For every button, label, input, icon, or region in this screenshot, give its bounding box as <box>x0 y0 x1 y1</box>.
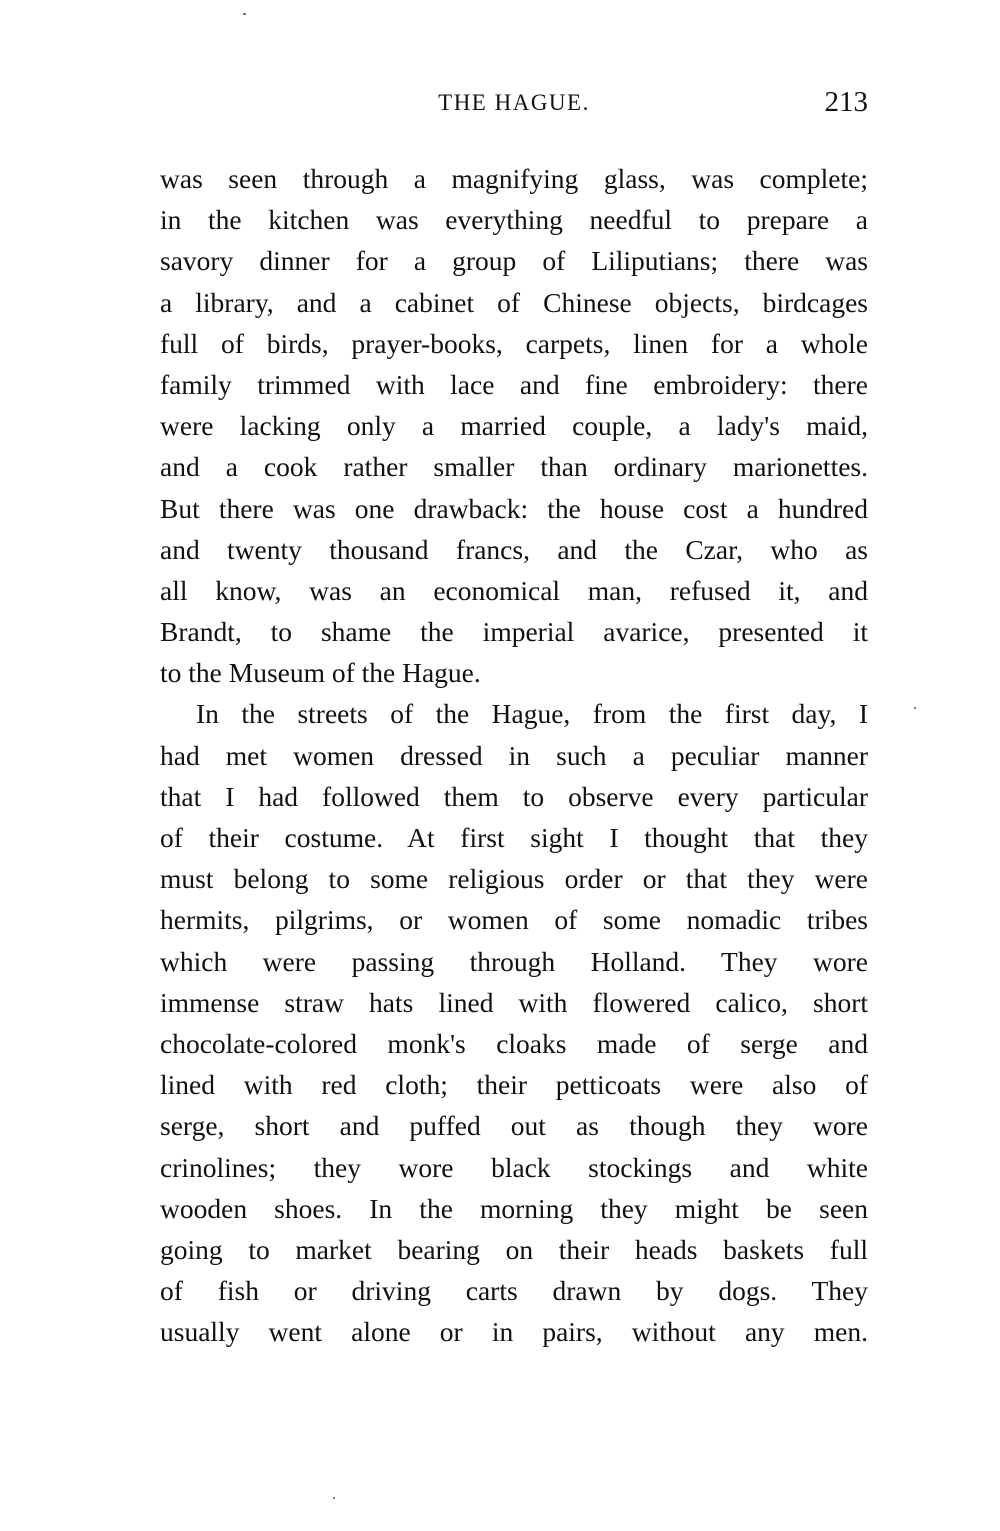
text-line: crinolines; they wore black stockings and white <box>160 1151 868 1183</box>
text-line: chocolate-colored monk's cloaks made of serge and <box>160 1027 868 1059</box>
ink-speck <box>333 1497 335 1499</box>
text-line: to the Museum of the Hague. <box>160 657 481 689</box>
page-number: 213 <box>824 86 868 118</box>
text-line: which were passing through Holland. They wore <box>160 945 868 977</box>
text-line: were lacking only a married couple, a lady's maid, <box>160 410 868 442</box>
text-line: had met women dressed in such a peculiar manner <box>160 739 868 771</box>
text-line: wooden shoes. In the morning they might be seen <box>160 1192 868 1224</box>
text-line: immense straw hats lined with flowered calico, short <box>160 986 868 1018</box>
text-line: hermits, pilgrims, or women of some nomadic tribes <box>160 904 868 936</box>
text-line: was seen through a magnifying glass, was complete; <box>160 163 868 194</box>
text-line: Brandt, to shame the imperial avarice, presented it <box>160 616 868 648</box>
text-line: In the streets of the Hague, from the first day, I <box>196 698 868 730</box>
ink-speck <box>243 13 246 15</box>
text-line: in the kitchen was everything needful to prepare a <box>160 204 868 236</box>
text-line: of fish or driving carts drawn by dogs. They <box>160 1275 868 1307</box>
running-head: THE HAGUE. <box>438 90 590 115</box>
text-line: must belong to some religious order or that they were <box>160 863 868 895</box>
paragraph <box>160 693 868 1352</box>
text-line: savory dinner for a group of Liliputians; there was <box>160 245 868 277</box>
text-line: that I had followed them to observe every particular <box>160 780 868 812</box>
page-header <box>160 86 868 122</box>
text-line: and twenty thousand francs, and the Czar, who as <box>160 533 868 565</box>
ink-speck <box>914 707 916 709</box>
text-line: all know, was an economical man, refused it, and <box>160 574 868 606</box>
text-line: family trimmed with lace and fine embroidery: there <box>160 368 868 400</box>
text-line: and a cook rather smaller than ordinary marionettes. <box>160 451 868 483</box>
text-line: But there was one drawback: the house cost a hundred <box>160 492 868 524</box>
body-text <box>160 158 868 1352</box>
text-line: serge, short and puffed out as though they wore <box>160 1110 868 1142</box>
paragraph <box>160 158 868 693</box>
text-line: a library, and a cabinet of Chinese objects, birdcages <box>160 286 868 318</box>
text-line: going to market bearing on their heads baskets full <box>160 1233 868 1265</box>
text-line: full of birds, prayer-books, carpets, linen for a whole <box>160 327 868 359</box>
text-line: lined with red cloth; their petticoats were also of <box>160 1069 868 1101</box>
text-line: usually went alone or in pairs, without any men. <box>160 1316 868 1348</box>
text-line: of their costume. At first sight I thought that they <box>160 822 868 853</box>
